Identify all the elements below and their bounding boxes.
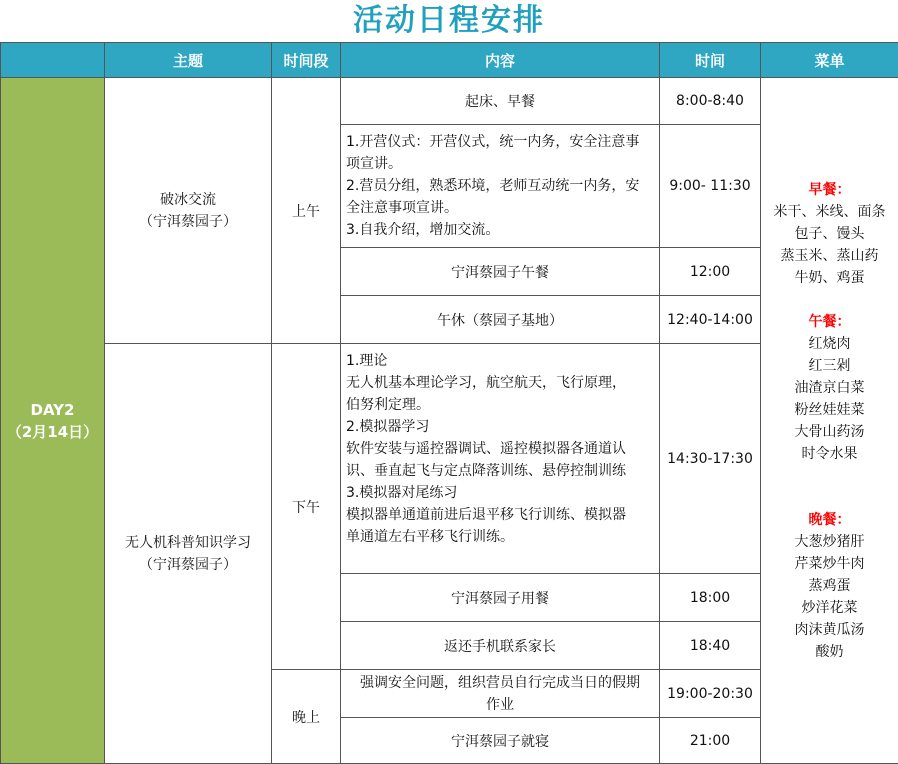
menu-item: 酸奶 xyxy=(761,641,898,663)
lunch-heading: 午餐： xyxy=(761,311,898,333)
content-cell xyxy=(341,248,660,296)
content-line: 2.营员分组，熟悉环境，老师互动统一内务，安 xyxy=(346,175,655,197)
time-cell: 18:00 xyxy=(660,574,761,622)
page-title: 活动日程安排 xyxy=(0,0,898,42)
menu-item: 红三剁 xyxy=(761,355,898,377)
header-content: 内容 xyxy=(341,43,660,78)
topic-location: （宁洱蔡园子） xyxy=(105,554,271,576)
time-cell: 18:40 xyxy=(660,622,761,670)
dinner-heading: 晚餐： xyxy=(761,509,898,531)
topic-title: 破冰交流 xyxy=(105,189,271,211)
menu-item: 肉沫黄瓜汤 xyxy=(761,619,898,641)
content-line: 午休（蔡园子基地） xyxy=(437,313,563,329)
time-cell: 14:30-17:30 xyxy=(660,344,761,574)
topic-cell-drone xyxy=(105,344,272,764)
time-cell: 8:00-8:40 xyxy=(660,78,761,125)
content-line: 返还手机联系家长 xyxy=(444,639,556,655)
content-cell xyxy=(341,574,660,622)
content-line: 项宣讲。 xyxy=(346,153,655,175)
content-line: 起床、早餐 xyxy=(465,94,535,110)
time-cell: 19:00-20:30 xyxy=(660,670,761,718)
content-line: 单通道左右平移飞行训练。 xyxy=(346,526,655,548)
content-line: 伯努利定理。 xyxy=(346,394,655,416)
content-cell xyxy=(341,296,660,344)
menu-item: 米干、米线、面条 xyxy=(761,201,898,223)
content-line: 宁洱蔡园子用餐 xyxy=(451,591,549,607)
menu-cell xyxy=(761,78,898,764)
content-line: 2.模拟器学习 xyxy=(346,416,655,438)
period-morning: 上午 xyxy=(272,78,341,344)
time-cell: 21:00 xyxy=(660,718,761,764)
content-line: 3.自我介绍，增加交流。 xyxy=(346,219,655,241)
content-line: 宁洱蔡园子就寝 xyxy=(451,734,549,750)
header-topic: 主题 xyxy=(105,43,272,78)
day-date: （2月14日） xyxy=(1,421,104,443)
topic-title: 无人机科普知识学习 xyxy=(105,532,271,554)
content-cell xyxy=(341,344,660,574)
menu-item: 粉丝娃娃菜 xyxy=(761,399,898,421)
content-line: 无人机基本理论学习，航空航天，飞行原理， xyxy=(346,372,655,394)
schedule-table xyxy=(0,42,898,764)
day-cell xyxy=(1,78,105,764)
menu-item: 蒸玉米、蒸山药 xyxy=(761,245,898,267)
menu-item: 油渣京白菜 xyxy=(761,377,898,399)
time-cell: 12:40-14:00 xyxy=(660,296,761,344)
content-cell xyxy=(341,78,660,125)
content-line: 全注意事项宣讲。 xyxy=(346,197,655,219)
content-cell xyxy=(341,622,660,670)
table-row xyxy=(1,78,898,125)
header-menu: 菜单 xyxy=(761,43,898,78)
content-cell xyxy=(341,718,660,764)
time-cell: 9:00- 11:30 xyxy=(660,125,761,248)
breakfast-heading: 早餐： xyxy=(761,179,898,201)
menu-item: 芹菜炒牛肉 xyxy=(761,553,898,575)
time-cell: 12:00 xyxy=(660,248,761,296)
content-line: 模拟器单通道前进后退平移飞行训练、模拟器 xyxy=(346,504,655,526)
period-afternoon: 下午 xyxy=(272,344,341,670)
menu-item: 时令水果 xyxy=(761,443,898,465)
header-row xyxy=(1,43,898,78)
menu-item: 炒洋花菜 xyxy=(761,597,898,619)
menu-item: 红烧肉 xyxy=(761,333,898,355)
content-cell xyxy=(341,670,660,718)
content-cell xyxy=(341,125,660,248)
day-label: DAY2 xyxy=(1,399,104,421)
menu-item: 蒸鸡蛋 xyxy=(761,575,898,597)
header-time: 时间 xyxy=(660,43,761,78)
content-line: 1.理论 xyxy=(346,350,655,372)
content-line: 识、垂直起飞与定点降落训练、悬停控制训练 xyxy=(346,460,655,482)
menu-item: 牛奶、鸡蛋 xyxy=(761,267,898,289)
header-day xyxy=(1,43,105,78)
topic-location: （宁洱蔡园子） xyxy=(105,211,271,233)
content-line: 宁洱蔡园子午餐 xyxy=(451,265,549,281)
menu-item: 包子、馒头 xyxy=(761,223,898,245)
topic-cell-icebreak xyxy=(105,78,272,344)
menu-item: 大骨山药汤 xyxy=(761,421,898,443)
header-period: 时间段 xyxy=(272,43,341,78)
content-line: 1.开营仪式：开营仪式，统一内务，安全注意事 xyxy=(346,131,655,153)
period-evening: 晚上 xyxy=(272,670,341,764)
content-line: 软件安装与遥控器调试、遥控模拟器各通道认 xyxy=(346,438,655,460)
content-line: 3.模拟器对尾练习 xyxy=(346,482,655,504)
content-line: 作业 xyxy=(341,694,659,716)
menu-item: 大葱炒猪肝 xyxy=(761,531,898,553)
content-line: 强调安全问题，组织营员自行完成当日的假期 xyxy=(341,672,659,694)
